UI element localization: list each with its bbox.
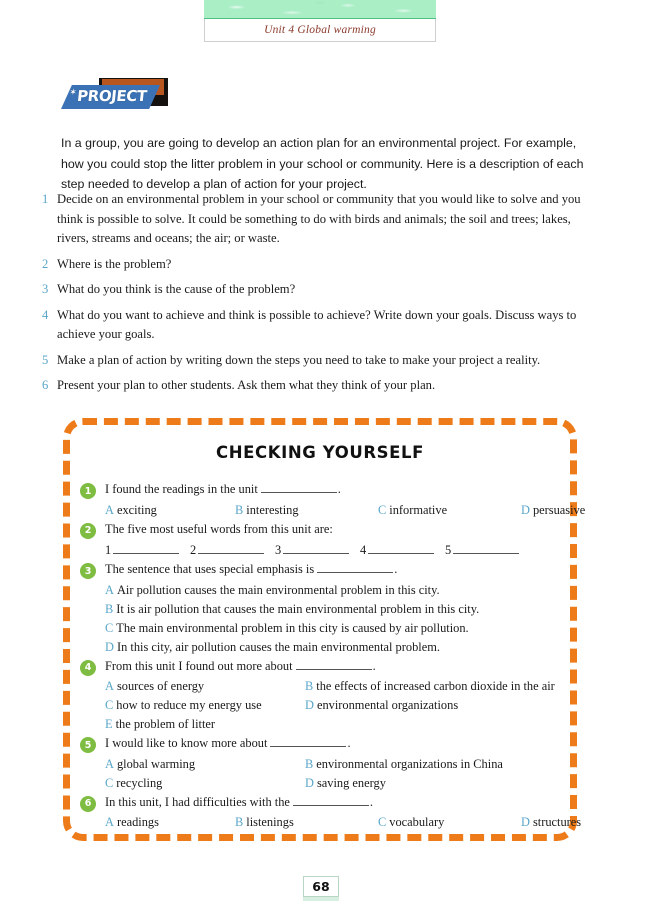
step-text: Make a plan of action by writing down the steps you need to take to make your project a reality. bbox=[57, 352, 541, 367]
list-item bbox=[42, 190, 587, 249]
answer-blank[interactable] bbox=[368, 542, 434, 554]
option-text: the problem of litter bbox=[115, 717, 216, 731]
answer-blank[interactable] bbox=[283, 542, 349, 554]
word-blank-1[interactable] bbox=[105, 540, 190, 560]
option-text: the effects of increased carbon dioxide in the air bbox=[316, 679, 555, 693]
question-item bbox=[80, 560, 556, 580]
project-intro-paragraph: In a group, you are going to develop an action plan for an environmental project. For example, how you could stop the litter problem in your school or community. Here is a description of each step needed to develop a plan of action for your project. bbox=[61, 136, 584, 192]
option-e[interactable] bbox=[105, 715, 556, 734]
question-stem bbox=[105, 657, 556, 677]
list-item bbox=[42, 306, 587, 345]
step-number: 4 bbox=[42, 307, 49, 322]
project-label: PROJECT bbox=[76, 86, 148, 105]
question-stem-text: In this unit, I had difficulties with the bbox=[105, 794, 290, 809]
answer-blank[interactable] bbox=[293, 794, 369, 806]
option-text: structures bbox=[532, 815, 582, 829]
word-blank-3[interactable] bbox=[275, 540, 360, 560]
question-stem: The five most useful words from this unit are: bbox=[105, 521, 333, 536]
option-letter: D bbox=[305, 775, 314, 790]
option-letter: D bbox=[305, 698, 314, 712]
option-text: The main environmental problem in this city is caused by air pollution. bbox=[116, 620, 469, 635]
question-stem-end: . bbox=[369, 794, 374, 809]
question-item bbox=[80, 520, 556, 540]
option-text: exciting bbox=[116, 502, 157, 517]
option-c[interactable] bbox=[105, 619, 556, 638]
option-letter: C bbox=[105, 775, 114, 790]
option-text: global warming bbox=[116, 756, 196, 771]
answer-blank[interactable] bbox=[453, 542, 519, 554]
option-text: recycling bbox=[116, 775, 163, 790]
banner-text bbox=[68, 85, 174, 106]
project-banner bbox=[61, 78, 173, 109]
page-number: 68 bbox=[312, 879, 330, 894]
question-stem-end: . bbox=[394, 562, 398, 576]
project-steps-list bbox=[42, 190, 587, 402]
step-text: Where is the problem? bbox=[57, 256, 172, 271]
option-d[interactable] bbox=[521, 501, 585, 520]
word-blank-number: 4 bbox=[360, 543, 367, 557]
option-letter: C bbox=[105, 620, 114, 635]
question-item bbox=[80, 657, 556, 677]
question-options-row bbox=[80, 619, 556, 638]
option-letter: B bbox=[305, 756, 314, 771]
option-text: Air pollution causes the main environmental problem in this city. bbox=[116, 582, 440, 597]
answer-blank[interactable] bbox=[261, 481, 337, 493]
page-header bbox=[204, 0, 436, 42]
option-letter: A bbox=[105, 679, 114, 693]
option-letter: D bbox=[105, 639, 114, 654]
word-blank-2[interactable] bbox=[190, 540, 275, 560]
checking-questions-list bbox=[70, 480, 586, 832]
answer-blank[interactable] bbox=[198, 542, 264, 554]
question-number-badge: 2 bbox=[80, 523, 96, 539]
question-options-row bbox=[80, 813, 582, 832]
checking-yourself-title: CHECKING YOURSELF bbox=[216, 443, 424, 462]
option-d[interactable] bbox=[105, 638, 556, 657]
option-text: It is air pollution that causes the main environmental problem in this city. bbox=[116, 601, 480, 616]
option-text: sources of energy bbox=[116, 679, 205, 693]
question-options-row bbox=[80, 581, 556, 600]
star-icon: ✶ bbox=[68, 87, 77, 98]
question-stem-end: . bbox=[337, 482, 341, 496]
option-letter: C bbox=[105, 698, 114, 712]
option-letter: A bbox=[105, 815, 114, 829]
page-number-box bbox=[303, 876, 339, 897]
question-options-row bbox=[80, 696, 556, 715]
option-text: vocabulary bbox=[389, 815, 445, 829]
question-stem-text: I found the readings in the unit bbox=[105, 482, 258, 496]
option-letter: D bbox=[521, 815, 530, 829]
option-text: In this city, air pollution causes the main environmental problem. bbox=[116, 639, 440, 654]
option-text: persuasive bbox=[532, 502, 586, 517]
option-letter: E bbox=[105, 717, 113, 731]
step-number: 3 bbox=[42, 282, 49, 296]
option-c[interactable] bbox=[105, 696, 305, 715]
question-number-badge: 6 bbox=[80, 796, 96, 812]
option-letter: B bbox=[105, 601, 114, 616]
word-blank-5[interactable] bbox=[445, 540, 519, 560]
option-a[interactable] bbox=[105, 813, 235, 832]
option-letter: B bbox=[305, 679, 314, 693]
step-text: Present your plan to other students. Ask them what they think of your plan. bbox=[57, 378, 436, 392]
question-number-badge: 3 bbox=[80, 563, 96, 579]
question-options-row bbox=[80, 677, 556, 696]
page-footer-strip bbox=[303, 897, 339, 901]
option-letter: A bbox=[105, 502, 114, 517]
question-item bbox=[80, 734, 556, 754]
option-letter: A bbox=[105, 582, 114, 597]
question-word-blanks-row bbox=[80, 540, 556, 560]
step-text: What do you think is the cause of the problem? bbox=[57, 282, 296, 296]
option-c[interactable] bbox=[378, 501, 521, 520]
step-number: 1 bbox=[42, 192, 49, 206]
option-letter: D bbox=[521, 502, 530, 517]
checking-yourself-box bbox=[63, 418, 586, 841]
question-stem-end: . bbox=[347, 736, 351, 750]
word-blank-number: 3 bbox=[275, 543, 282, 557]
option-letter: C bbox=[378, 502, 387, 517]
option-letter: B bbox=[235, 502, 244, 517]
option-c[interactable] bbox=[378, 813, 521, 832]
question-stem-text: I would like to know more about bbox=[105, 736, 268, 750]
option-text: listenings bbox=[246, 815, 294, 829]
option-letter: B bbox=[235, 815, 244, 829]
question-stem-end: . bbox=[372, 658, 376, 673]
question-stem bbox=[105, 480, 556, 500]
option-a[interactable] bbox=[105, 677, 305, 696]
option-text: how to reduce my energy use bbox=[116, 698, 262, 712]
option-d[interactable] bbox=[521, 813, 581, 832]
question-stem bbox=[105, 560, 556, 580]
question-item bbox=[80, 480, 556, 500]
option-text: environmental organizations in China bbox=[316, 756, 503, 771]
option-d[interactable] bbox=[305, 774, 386, 793]
option-b[interactable] bbox=[105, 600, 556, 619]
question-stem bbox=[105, 734, 556, 754]
word-blank-number: 2 bbox=[190, 543, 197, 557]
answer-blank[interactable] bbox=[296, 658, 372, 670]
header-title-band bbox=[204, 19, 436, 42]
option-a[interactable] bbox=[105, 755, 305, 774]
option-b[interactable] bbox=[305, 677, 555, 696]
option-b[interactable] bbox=[235, 813, 378, 832]
option-b[interactable] bbox=[305, 755, 503, 774]
word-blank-4[interactable] bbox=[360, 540, 445, 560]
answer-blank[interactable] bbox=[113, 542, 179, 554]
answer-blank[interactable] bbox=[270, 735, 346, 747]
answer-blank[interactable] bbox=[317, 561, 393, 573]
list-item bbox=[42, 376, 587, 396]
option-text: readings bbox=[116, 815, 159, 829]
list-item bbox=[42, 351, 587, 371]
option-a[interactable] bbox=[105, 581, 556, 600]
option-text: informative bbox=[389, 502, 448, 517]
question-number-badge: 4 bbox=[80, 660, 96, 676]
option-d[interactable] bbox=[305, 696, 458, 715]
question-options-row bbox=[80, 715, 556, 734]
step-number: 2 bbox=[42, 256, 49, 271]
list-item bbox=[42, 255, 587, 275]
option-text: interesting bbox=[246, 502, 299, 517]
word-blank-number: 5 bbox=[445, 543, 452, 557]
option-text: saving energy bbox=[316, 775, 386, 790]
question-options-row bbox=[80, 755, 556, 774]
step-number: 6 bbox=[42, 378, 49, 392]
question-stem bbox=[105, 793, 556, 813]
option-c[interactable] bbox=[105, 774, 305, 793]
option-a[interactable] bbox=[105, 501, 235, 520]
option-letter: C bbox=[378, 815, 387, 829]
question-options-row bbox=[80, 501, 586, 520]
step-number: 5 bbox=[42, 352, 49, 367]
question-options-row bbox=[80, 600, 556, 619]
question-options-row bbox=[80, 774, 556, 793]
unit-title: Unit 4 Global warming bbox=[264, 24, 376, 36]
question-stem-text: The sentence that uses special emphasis is bbox=[105, 562, 315, 576]
option-text: environmental organizations bbox=[316, 698, 459, 712]
list-item bbox=[42, 280, 587, 300]
option-b[interactable] bbox=[235, 501, 378, 520]
question-item bbox=[80, 793, 556, 813]
question-number-badge: 1 bbox=[80, 483, 96, 499]
word-blank-number: 1 bbox=[105, 543, 112, 557]
header-green-band bbox=[204, 0, 436, 19]
option-letter: A bbox=[105, 756, 114, 771]
step-text: What do you want to achieve and think is possible to achieve? Write down your goals. Discuss ways to achieve your goals. bbox=[57, 307, 577, 341]
question-stem-text: From this unit I found out more about bbox=[105, 658, 293, 673]
question-options-row bbox=[80, 638, 556, 657]
question-number-badge: 5 bbox=[80, 737, 96, 753]
step-text: Decide on an environmental problem in your school or community that you would like to solve and you think is possible to solve. It could be something to do with birds and animals; the soil and trees; lakes, rivers, streams and oceans; the air; or waste. bbox=[57, 192, 581, 245]
